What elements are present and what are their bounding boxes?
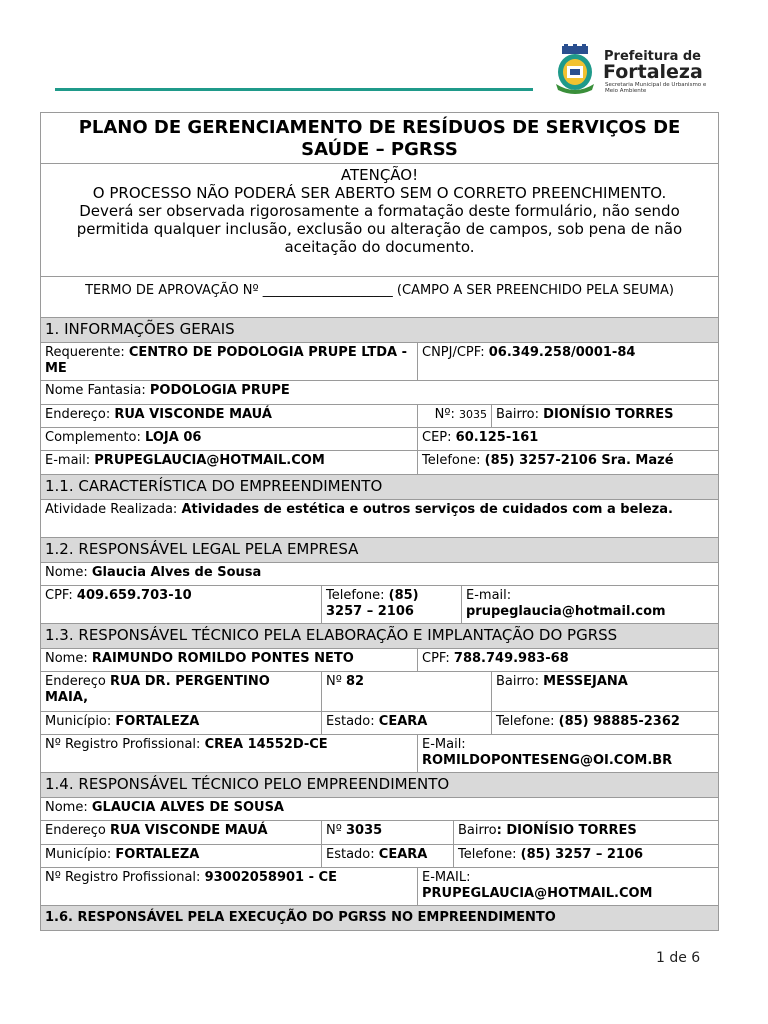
emp-registro-label: Nº Registro Profissional: — [45, 870, 201, 885]
cnpj-value: 06.349.258/0001-84 — [488, 345, 636, 360]
page-number: 1 de 6 — [656, 950, 701, 966]
emp-municipio-cell — [41, 845, 321, 867]
complemento-value: LOJA 06 — [145, 430, 202, 445]
section-1-3-header: 1.3. RESPONSÁVEL TÉCNICO PELA ELABORAÇÃO E IMPLANTAÇÃO DO PGRSS — [41, 624, 718, 648]
approval-term: TERMO DE APROVAÇÃO Nº ____________________ (CAMPO A SER PREENCHIDO PELA SEUMA) — [85, 283, 674, 298]
tec-registro-cell — [41, 735, 417, 772]
email-label: E-mail: — [45, 453, 91, 468]
numero-value: 3035 — [459, 408, 487, 421]
tec-estado-label: Estado: — [326, 714, 375, 729]
emp-registro-cell — [41, 868, 417, 905]
tec-nome-value: RAIMUNDO ROMILDO PONTES NETO — [91, 651, 354, 666]
section-1-4-header: 1.4. RESPONSÁVEL TÉCNICO PELO EMPREENDIMENTO — [41, 773, 718, 797]
tec-endereco-label: Endereço — [45, 674, 106, 689]
bairro-label: Bairro: — [496, 407, 540, 422]
attention-box — [41, 164, 718, 276]
telefone-value: (85) 3257-2106 Sra. Mazé — [484, 453, 674, 468]
cnpj-cell — [417, 343, 718, 380]
tec-registro-value: CREA 14552D-CE — [204, 737, 328, 752]
tec-endereco-cell — [41, 672, 321, 711]
legal-cpf-value: 409.659.703-10 — [76, 588, 192, 603]
emp-endereco-label: Endereço — [45, 823, 106, 838]
emp-estado-value: CEARA — [378, 847, 428, 862]
requerente-cell — [41, 343, 417, 380]
emp-numero-label: Nº — [326, 823, 342, 838]
header-rule — [55, 88, 533, 91]
emp-email-cell — [417, 868, 718, 905]
form-table — [40, 112, 719, 931]
section-1-2-header: 1.2. RESPONSÁVEL LEGAL PELA EMPRESA — [41, 538, 718, 562]
tec-cpf-cell — [417, 649, 718, 671]
fantasia-cell — [41, 381, 718, 404]
tec-bairro-value: MESSEJANA — [543, 674, 628, 689]
emp-numero-value: 3035 — [346, 823, 383, 838]
tec-telefone-value: (85) 98885-2362 — [558, 714, 680, 729]
bairro-cell — [491, 405, 718, 427]
legal-email-value: prupeglaucia@hotmail.com — [466, 604, 666, 619]
tec-numero-cell — [321, 672, 491, 711]
emp-municipio-value: FORTALEZA — [115, 847, 200, 862]
complemento-label: Complemento: — [45, 430, 141, 445]
legal-telefone-label: Telefone: — [326, 588, 385, 603]
tec-cpf-label: CPF: — [422, 651, 450, 666]
emp-bairro-value: : DIONÍSIO TORRES — [496, 823, 637, 838]
telefone-label: Telefone: — [422, 453, 481, 468]
emp-nome-cell — [41, 798, 718, 820]
logo-text-line1: Prefeitura de — [604, 49, 701, 64]
tec-email-cell — [417, 735, 718, 772]
attention-process: O PROCESSO NÃO PODERÁ SER ABERTO SEM O CORRETO PREENCHIMENTO. — [92, 184, 667, 202]
telefone-cell — [417, 451, 718, 474]
endereco-label: Endereço: — [45, 407, 111, 422]
emp-nome-label: Nome: — [45, 800, 88, 815]
fantasia-value: PODOLOGIA PRUPE — [149, 383, 290, 398]
legal-email-cell — [461, 586, 718, 623]
atividade-value: Atividades de estética e outros serviços de cuidados com a beleza. — [181, 502, 673, 517]
section-1-header — [41, 318, 718, 342]
tec-bairro-label: Bairro: — [496, 674, 540, 689]
tec-estado-cell — [321, 712, 491, 734]
tec-bairro-cell — [491, 672, 718, 711]
emp-numero-cell — [321, 821, 453, 844]
tec-nome-label: Nome: — [45, 651, 88, 666]
bairro-value: DIONÍSIO TORRES — [543, 407, 674, 422]
cnpj-label: CNPJ/CPF: — [422, 345, 485, 360]
email-cell — [41, 451, 417, 474]
tec-municipio-label: Município: — [45, 714, 112, 729]
fantasia-label: Nome Fantasia: — [45, 383, 146, 398]
endereco-cell — [41, 405, 417, 427]
tec-estado-value: CEARA — [378, 714, 428, 729]
logo-text-line3: Secretaria Municipal de Urbanismo e Meio Ambiente — [605, 82, 707, 94]
requerente-label: Requerente: — [45, 345, 125, 360]
section-1-1-header: 1.1. CARACTERÍSTICA DO EMPREENDIMENTO — [41, 475, 718, 499]
numero-cell — [417, 405, 491, 427]
emp-nome-value: GLAUCIA ALVES DE SOUSA — [91, 800, 284, 815]
emp-telefone-cell — [453, 845, 718, 867]
emp-bairro-label: Bairro — [458, 823, 497, 838]
tec-telefone-label: Telefone: — [496, 714, 555, 729]
emp-endereco-value: RUA VISCONDE MAUÁ — [110, 823, 268, 838]
tec-numero-label: Nº — [326, 674, 342, 689]
legal-cpf-cell — [41, 586, 321, 623]
cep-cell — [417, 428, 718, 450]
attention-warning: Deverá ser observada rigorosamente a formatação deste formulário, não sendo permitida qualquer inclusão, exclusão ou alteração de campos, sob pena de não aceitação do documento. — [76, 202, 683, 256]
legal-email-label: E-mail: — [466, 588, 512, 603]
tec-email-label: E-Mail: — [422, 737, 466, 752]
endereco-value: RUA VISCONDE MAUÁ — [114, 407, 272, 422]
emp-endereco-cell — [41, 821, 321, 844]
section-1-6-header: 1.6. RESPONSÁVEL PELA EXECUÇÃO DO PGRSS NO EMPREENDIMENTO — [41, 906, 718, 930]
email-value: PRUPEGLAUCIA@HOTMAIL.COM — [94, 453, 325, 468]
legal-telefone-value: (85) 3257 – 2106 — [326, 588, 419, 619]
prefeitura-logo — [552, 44, 722, 96]
cep-value: 60.125-161 — [455, 430, 539, 445]
tec-municipio-cell — [41, 712, 321, 734]
tec-cpf-value: 788.749.983-68 — [453, 651, 569, 666]
logo-text-line2: Fortaleza — [603, 61, 703, 83]
complemento-cell — [41, 428, 417, 450]
legal-nome-cell — [41, 563, 718, 585]
tec-telefone-cell — [491, 712, 718, 734]
atividade-label: Atividade Realizada: — [45, 502, 178, 517]
tec-municipio-value: FORTALEZA — [115, 714, 200, 729]
emp-municipio-label: Município: — [45, 847, 112, 862]
emp-telefone-label: Telefone: — [458, 847, 517, 862]
form-title: PLANO DE GERENCIAMENTO DE RESÍDUOS DE SERVIÇOS DE SAÚDE – PGRSS — [78, 117, 681, 160]
tec-registro-label: Nº Registro Profissional: — [45, 737, 201, 752]
tec-numero-value: 82 — [346, 674, 365, 689]
attention-heading: ATENÇÃO! — [340, 166, 419, 184]
legal-nome-value: Glaucia Alves de Sousa — [91, 565, 262, 580]
emp-registro-value: 93002058901 - CE — [204, 870, 337, 885]
legal-nome-label: Nome: — [45, 565, 88, 580]
atividade-cell — [41, 500, 718, 537]
tec-email-value: ROMILDOPONTESENG@OI.COM.BR — [422, 753, 673, 768]
tec-nome-cell — [41, 649, 417, 671]
requerente-value: CENTRO DE PODOLOGIA PRUPE LTDA - ME — [45, 345, 408, 376]
legal-telefone-cell — [321, 586, 461, 623]
tec-endereco-value: RUA DR. PERGENTINO MAIA, — [45, 674, 270, 705]
emp-estado-cell — [321, 845, 453, 867]
legal-cpf-label: CPF: — [45, 588, 73, 603]
emp-email-value: PRUPEGLAUCIA@HOTMAIL.COM — [422, 886, 653, 901]
emp-telefone-value: (85) 3257 – 2106 — [520, 847, 644, 862]
section-title: INFORMAÇÕES GERAIS — [64, 320, 235, 338]
emp-estado-label: Estado: — [326, 847, 375, 862]
coat-of-arms-icon — [552, 44, 598, 96]
section-number: 1. — [45, 320, 60, 338]
emp-bairro-cell — [453, 821, 718, 844]
emp-email-label: E-MAIL: — [422, 870, 471, 885]
cep-label: CEP: — [422, 430, 452, 445]
numero-label: Nº: — [434, 407, 455, 422]
